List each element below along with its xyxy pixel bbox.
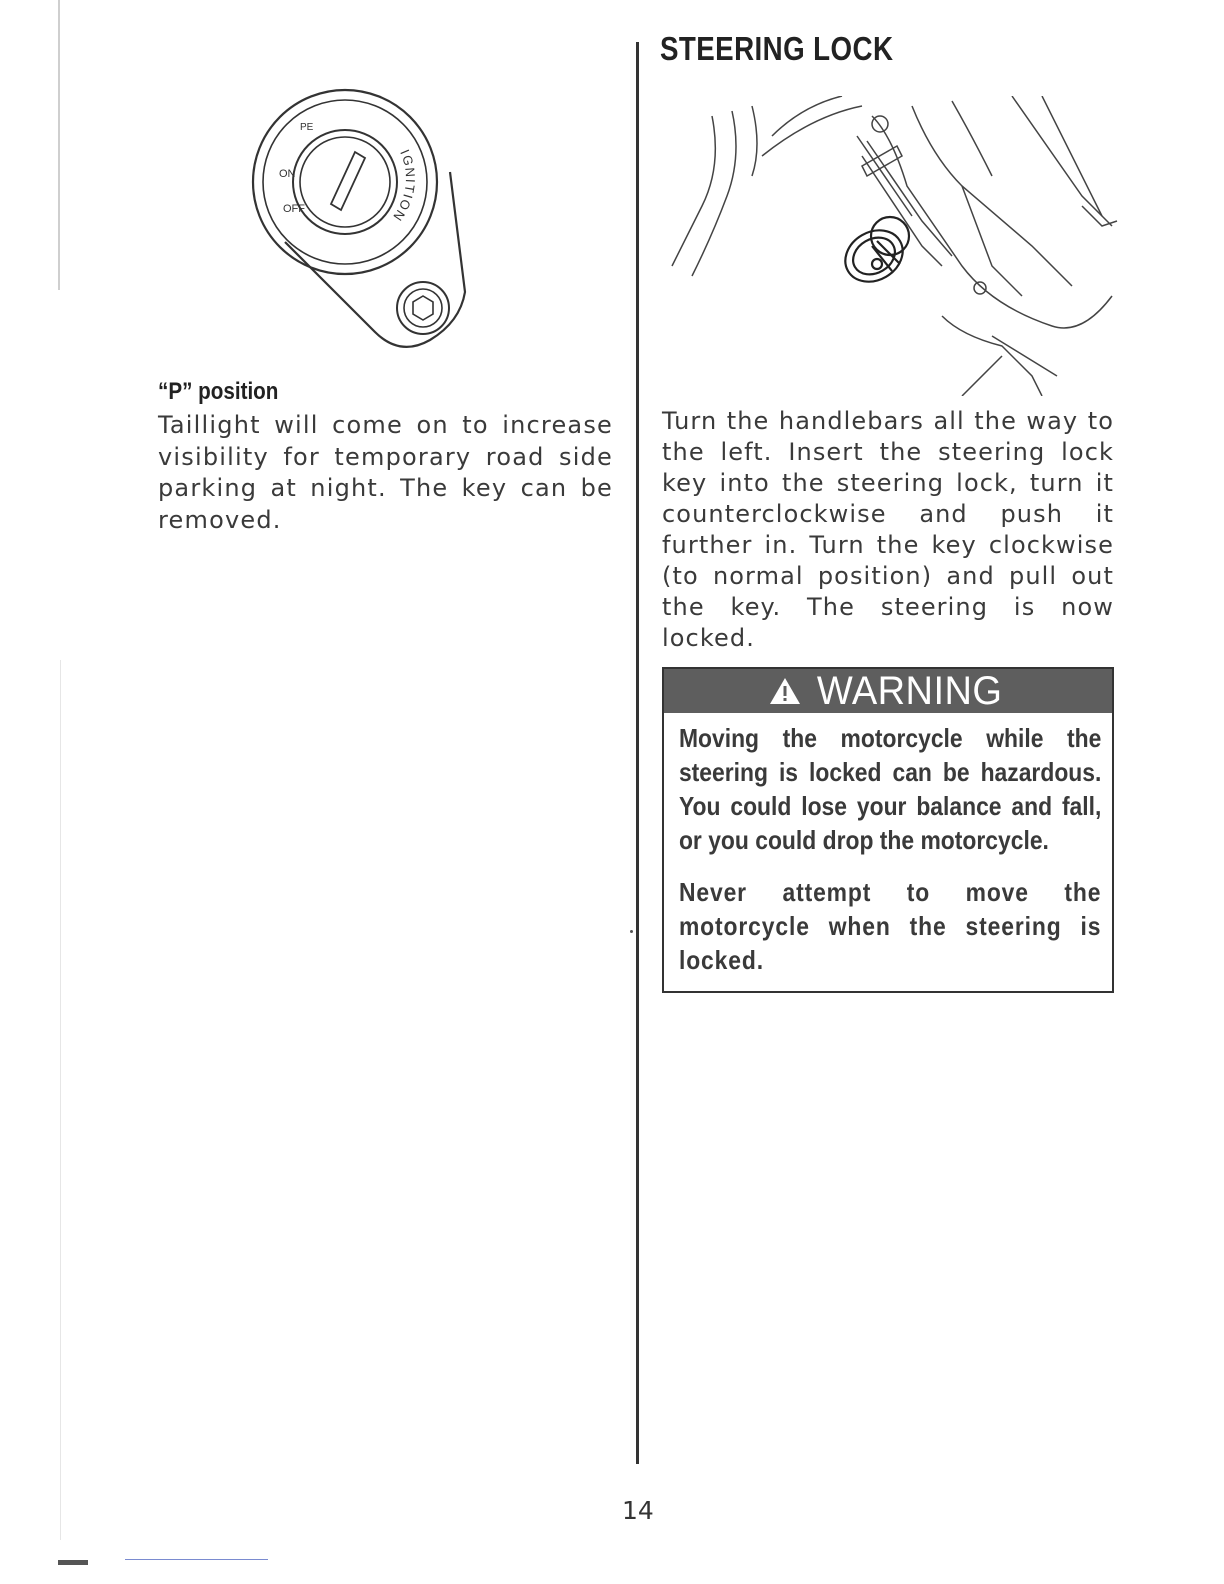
page-edge: [58, 0, 60, 290]
scan-artifact-line: [125, 1559, 268, 1560]
warning-triangle-icon: [768, 676, 802, 706]
steering-lock-illustration: [662, 96, 1118, 396]
warning-box: [662, 667, 1114, 993]
warning-header: [664, 669, 1112, 713]
off-label: OFF: [283, 203, 305, 215]
scan-artifact-mark: [58, 1560, 88, 1565]
page-edge-shadow: [60, 660, 61, 1540]
column-divider: [636, 42, 639, 1464]
warning-label: WARNING: [817, 668, 1003, 713]
section-title: STEERING LOCK: [660, 30, 894, 67]
p-position-title: “P” position: [158, 378, 279, 405]
on-label: ON: [279, 168, 296, 180]
ignition-switch-illustration: [245, 82, 490, 357]
p-position-text: Taillight will come on to increase visibility for temporary road side parking at night. The key can be removed.: [158, 411, 613, 534]
warning-paragraph-2: Never attempt to move the motorcycle when the steering is locked.: [678, 877, 1102, 975]
steering-lock-instructions: Turn the handlebars all the way to the left. Insert the steering lock key into the steering lock, turn it counterclockwise and push it further in. Turn the key clockwise (to normal position) and pull out the key. The steering is now locked.: [662, 407, 1114, 652]
ignition-label: IGNITION: [389, 147, 419, 225]
pe-label: PE: [300, 122, 314, 133]
scan-speck: [630, 930, 633, 933]
warning-paragraph-1: Moving the motorcycle while the steering is locked can be hazardous. You could lose your balance and fall, or you could drop the motorcycle.: [678, 723, 1102, 855]
page-number: 14: [622, 1496, 654, 1525]
